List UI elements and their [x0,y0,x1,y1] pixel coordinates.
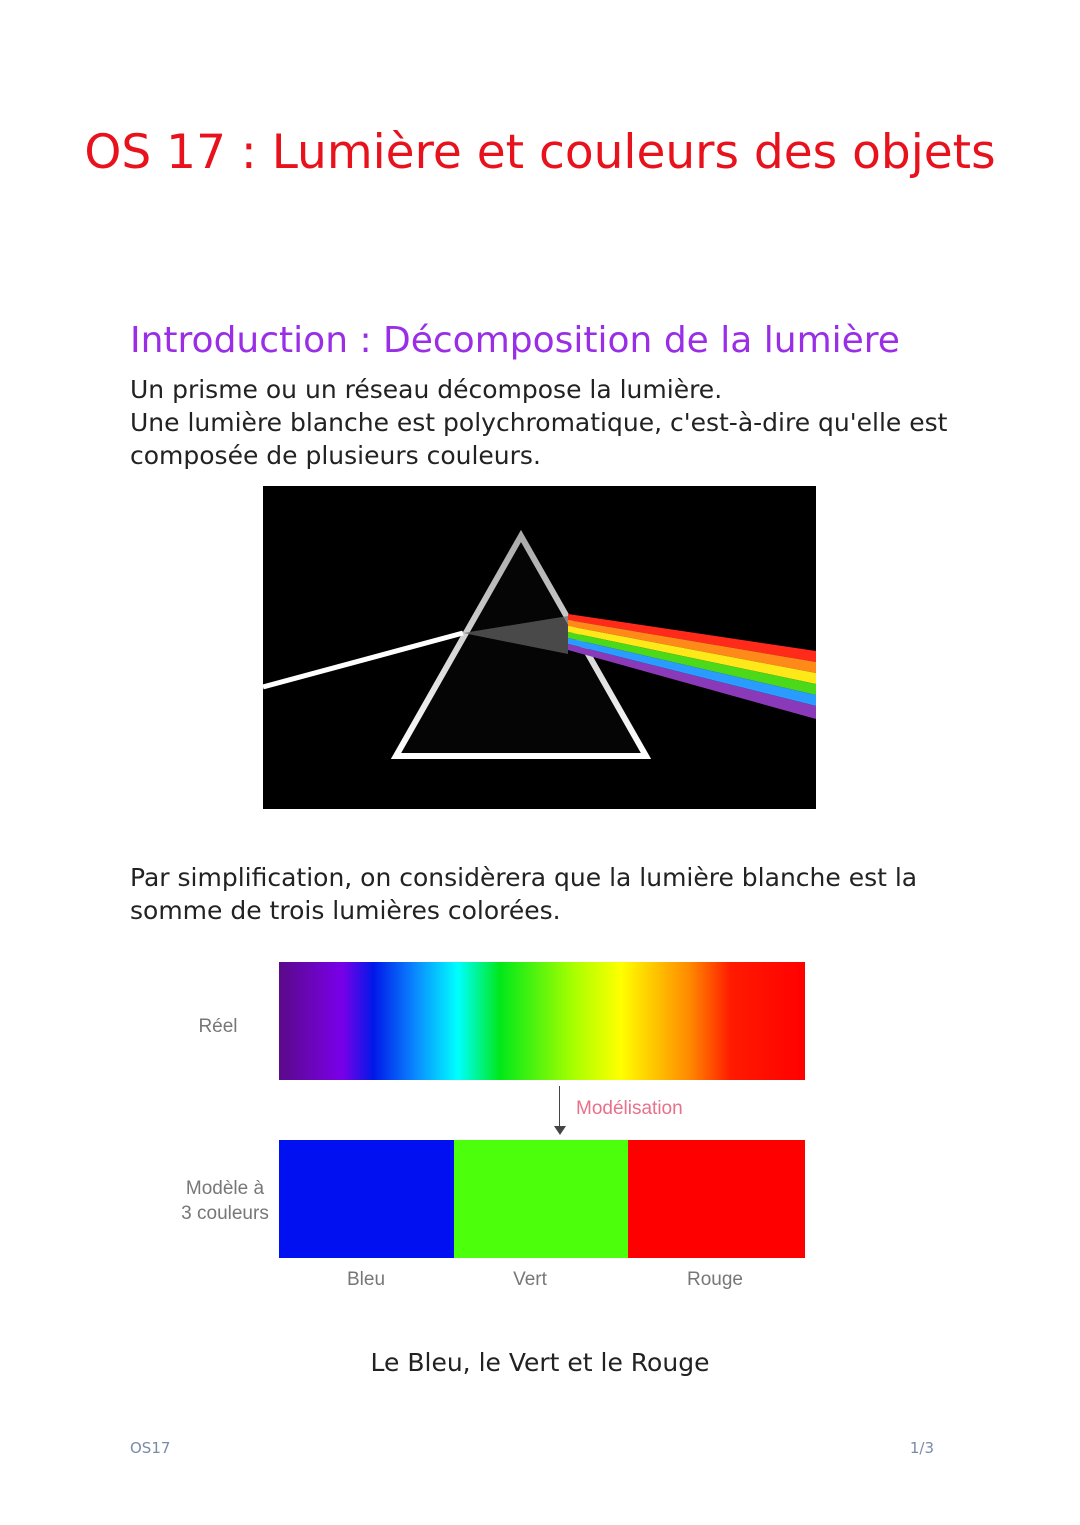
blue-block [279,1140,454,1258]
intro-line: Une lumière blanche est polychromatique, c'est-à-dire qu'elle est composée de plusieurs couleurs. [130,408,948,470]
real-spectrum [279,962,805,1080]
section-heading: Introduction : Décomposition de la lumière [130,320,900,361]
label-real: Réel [198,1016,238,1037]
label-bleu: Bleu [346,1269,386,1290]
label-vert: Vert [513,1269,547,1290]
intro-text [130,373,950,472]
label-model [170,1176,280,1226]
red-block [628,1140,805,1258]
footer-label: OS17 [130,1439,171,1457]
page-number: 1/3 [909,1439,934,1457]
label-model-line: 3 couleurs [181,1203,269,1224]
page-title: OS 17 : Lumière et couleurs des objets [84,125,996,180]
figure-caption: Le Bleu, le Vert et le Rouge [370,1348,710,1377]
label-modelisation: Modélisation [576,1098,683,1119]
simplification-text: Par simplification, on considèrera que la lumière blanche est la somme de trois lumières colorées. [130,863,918,925]
label-model-line: Modèle à [185,1178,265,1199]
intro-line: Un prisme ou un réseau décompose la lumière. [130,375,723,404]
arrow-down-icon [559,1086,560,1130]
white-beam [263,633,463,687]
arrow-head-icon [554,1126,566,1135]
label-rouge: Rouge [687,1269,743,1290]
color-model-diagram [160,950,820,1300]
green-block [454,1140,628,1258]
prism-image [263,486,816,809]
